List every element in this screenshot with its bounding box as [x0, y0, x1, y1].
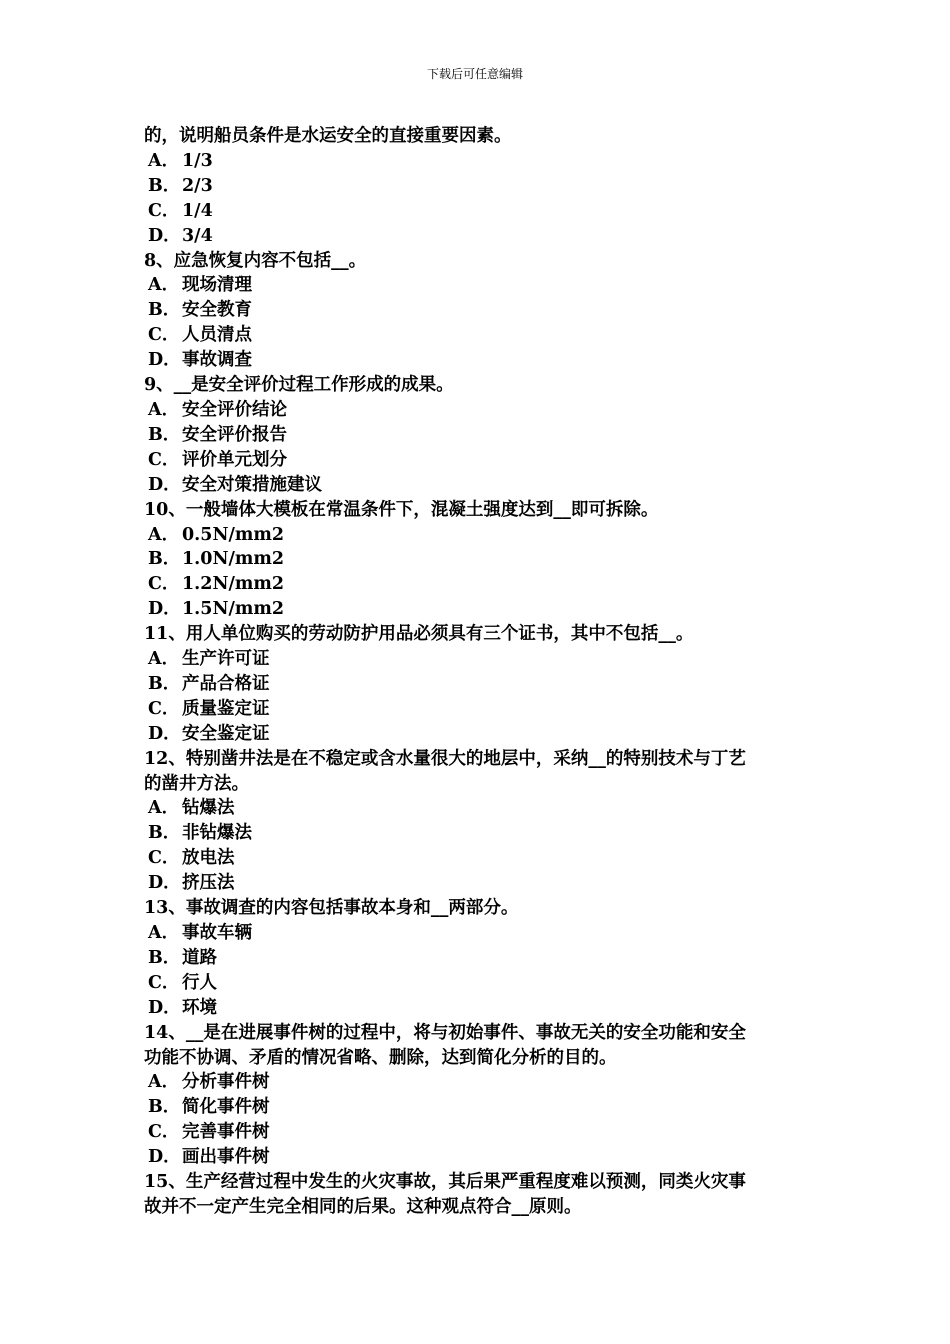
answer-option — [144, 149, 814, 174]
option-letter: D． — [148, 474, 181, 495]
option-text: 行人 — [182, 972, 217, 993]
answer-option — [144, 871, 814, 896]
answer-option — [144, 572, 814, 597]
option-letter: A． — [148, 150, 180, 171]
option-text: 事故调查 — [182, 350, 252, 371]
option-text: 挤压法 — [182, 873, 235, 894]
option-letter: D． — [148, 723, 181, 744]
option-letter: A． — [148, 649, 180, 670]
answer-option — [144, 423, 814, 448]
answer-option — [144, 1145, 814, 1170]
option-text: 安全教育 — [182, 300, 252, 321]
option-letter: C． — [148, 449, 180, 470]
answer-option — [144, 971, 814, 996]
option-letter: C． — [148, 848, 180, 869]
option-text: 事故车辆 — [182, 923, 252, 943]
question-text: 功能不协调、矛盾的情况省略、删除，达到简化分析的目的。 — [144, 1047, 617, 1068]
option-letter: B． — [148, 549, 181, 570]
option-letter: C． — [148, 574, 180, 595]
answer-option — [144, 946, 814, 971]
answer-option — [144, 473, 814, 498]
option-text: 放电法 — [182, 848, 235, 869]
answer-option — [144, 224, 814, 249]
question-text: 11、用人单位购买的劳动防护用品必须具有三个证书，其中不包括__。 — [144, 624, 694, 645]
option-text: 1/3 — [182, 150, 213, 171]
question-text: 13、事故调查的内容包括事故本身和__两部分。 — [144, 898, 519, 919]
question-text: 8、应急恢复内容不包括__。 — [144, 250, 367, 271]
answer-option — [144, 298, 814, 323]
answer-option — [144, 821, 814, 846]
answer-option — [144, 672, 814, 697]
option-letter: B． — [148, 947, 181, 968]
question-text: 的凿井方法。 — [144, 773, 249, 794]
answer-option — [144, 722, 814, 747]
question-text: 12、特别凿井法是在不稳定或含水量很大的地层中，采纳__的特别技术与丁艺 — [144, 748, 746, 769]
answer-option — [144, 597, 814, 622]
answer-option — [144, 921, 814, 946]
option-text: 产品合格证 — [182, 673, 270, 694]
option-letter: B． — [148, 424, 181, 445]
option-letter: A． — [148, 798, 180, 819]
option-letter: C． — [148, 325, 180, 346]
page-header: 下载后可任意编辑 — [426, 67, 523, 81]
option-letter: B． — [148, 673, 181, 694]
answer-option — [144, 697, 814, 722]
option-text: 1.2N/mm2 — [182, 574, 285, 595]
answer-option — [144, 1095, 814, 1120]
option-letter: C． — [148, 698, 180, 719]
answer-option — [144, 523, 814, 548]
answer-option — [144, 174, 814, 199]
option-text: 3/4 — [182, 225, 213, 246]
option-letter: B． — [148, 300, 181, 321]
option-text: 钻爆法 — [182, 798, 235, 819]
option-letter: D． — [148, 873, 181, 894]
option-text: 道路 — [182, 947, 217, 968]
option-text: 1.5N/mm2 — [182, 599, 285, 620]
answer-option — [144, 996, 814, 1021]
option-letter: B． — [148, 1097, 181, 1118]
answer-option — [144, 647, 814, 672]
option-letter: A． — [148, 524, 180, 545]
answer-option — [144, 448, 814, 473]
option-letter: B． — [148, 823, 181, 844]
answer-option — [144, 323, 814, 348]
answer-option — [144, 348, 814, 373]
option-text: 环境 — [182, 997, 217, 1018]
option-letter: C． — [148, 1122, 180, 1143]
option-text: 完善事件树 — [182, 1122, 270, 1143]
option-text: 人员清点 — [182, 325, 252, 346]
option-letter: D． — [148, 350, 181, 371]
option-letter: C． — [148, 200, 180, 221]
option-text: 现场清理 — [182, 275, 252, 296]
option-text: 画出事件树 — [182, 1147, 270, 1168]
question-text: 的，说明船员条件是水运安全的直接重要因素。 — [144, 126, 512, 146]
answer-option — [144, 1070, 814, 1095]
answer-option — [144, 796, 814, 821]
question-text: 15、生产经营过程中发生的火灾事故，其后果严重程度难以预测，同类火灾事 — [144, 1172, 746, 1193]
question-text: 9、__是安全评价过程工作形成的成果。 — [144, 375, 454, 396]
option-text: 质量鉴定证 — [182, 698, 270, 719]
option-text: 2/3 — [182, 175, 213, 196]
option-letter: D． — [148, 997, 181, 1018]
option-text: 简化事件树 — [182, 1097, 270, 1118]
option-letter: C． — [148, 972, 180, 993]
option-text: 生产许可证 — [182, 649, 270, 670]
question-text: 14、__是在进展事件树的过程中，将与初始事件、事故无关的安全功能和安全 — [144, 1022, 746, 1043]
option-letter: B． — [148, 175, 181, 196]
option-letter: A． — [148, 1072, 180, 1093]
option-text: 评价单元划分 — [182, 449, 287, 470]
option-letter: D． — [148, 599, 181, 620]
option-letter: D． — [148, 1147, 181, 1168]
option-letter: D． — [148, 225, 181, 246]
answer-option — [144, 846, 814, 871]
answer-option — [144, 547, 814, 572]
option-letter: A． — [148, 923, 180, 943]
option-text: 1/4 — [182, 200, 213, 221]
question-text: 故并不一定产生完全相同的后果。这种观点符合__原则。 — [144, 1196, 582, 1217]
option-text: 安全对策措施建议 — [182, 474, 322, 495]
question-text: 10、一般墙体大模板在常温条件下，混凝土强度达到__即可拆除。 — [144, 499, 659, 520]
answer-option — [144, 199, 814, 224]
option-text: 安全评价结论 — [182, 399, 287, 420]
document-body — [144, 124, 814, 1220]
option-text: 安全鉴定证 — [182, 723, 270, 744]
answer-option — [144, 398, 814, 423]
option-text: 分析事件树 — [182, 1072, 270, 1093]
option-text: 非钻爆法 — [182, 823, 252, 844]
answer-option — [144, 1120, 814, 1145]
option-text: 0.5N/mm2 — [182, 524, 285, 545]
option-letter: A． — [148, 399, 180, 420]
answer-option — [144, 273, 814, 298]
option-letter: A． — [148, 275, 180, 296]
option-text: 安全评价报告 — [182, 424, 287, 445]
option-text: 1.0N/mm2 — [182, 549, 285, 570]
